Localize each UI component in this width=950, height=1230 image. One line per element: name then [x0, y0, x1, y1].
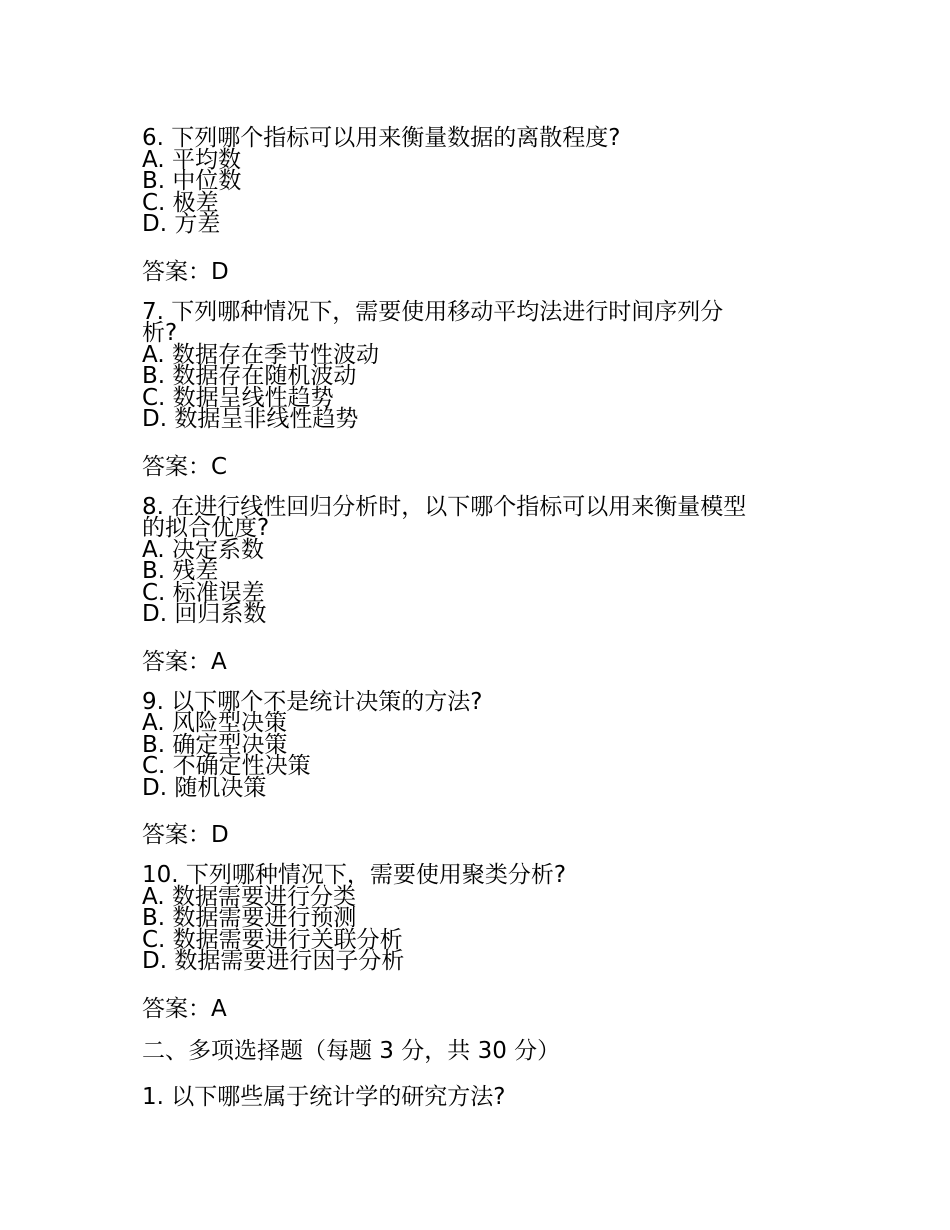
question-stem: 下列哪个指标可以用来衡量数据的离散程度? [171, 125, 621, 151]
question-stem: 下列哪种情况下，需要使用聚类分析? [185, 862, 567, 888]
question-number: 1. [142, 1083, 164, 1110]
option-d: D. 方差 [142, 211, 221, 237]
option-a: A. 数据需要进行分类 [142, 883, 356, 910]
question-text-continued: 析? [142, 320, 178, 346]
question-stem: 下列哪种情况下，需要使用移动平均法进行时间序列分 [171, 298, 724, 325]
option-d: D. 数据需要进行因子分析 [142, 948, 405, 974]
question-multi-1 [142, 1085, 822, 1109]
option-c: C. 不确定性决策 [142, 753, 311, 779]
option-a: A. 平均数 [142, 146, 241, 173]
option-d: D. 数据呈非线性趋势 [142, 406, 359, 432]
answer-line: 答案：A [142, 995, 227, 1022]
document-page [142, 125, 822, 1110]
answer-line: 答案：C [142, 453, 228, 480]
option-a: A. 数据存在季节性波动 [142, 341, 379, 368]
option-b: B. 中位数 [142, 168, 242, 194]
question-9 [142, 688, 822, 848]
question-7 [142, 298, 822, 480]
answer-line: 答案：A [142, 648, 227, 675]
option-c: C. 数据呈线性趋势 [142, 384, 334, 411]
section-heading: 二、多项选择题（每题 3 分，共 30 分） [142, 1037, 561, 1064]
question-6 [142, 125, 822, 285]
question-text-continued: 的拟合优度? [142, 515, 270, 541]
question-number: 8. [142, 493, 164, 520]
question-stem: 以下哪些属于统计学的研究方法? [171, 1083, 506, 1110]
answer-line: 答案：D [142, 822, 229, 848]
option-c: C. 极差 [142, 189, 219, 216]
option-b: B. 数据需要进行预测 [142, 905, 357, 931]
question-text [142, 298, 822, 325]
option-b: B. 数据存在随机波动 [142, 363, 357, 389]
question-8 [142, 493, 822, 675]
question-text [142, 125, 822, 151]
answer-line: 答案：D [142, 258, 229, 285]
option-b: B. 确定型决策 [142, 731, 288, 758]
option-c: C. 标准误差 [142, 579, 265, 606]
option-d: D. 回归系数 [142, 601, 267, 627]
question-number: 6. [142, 125, 164, 151]
question-10 [142, 862, 822, 1022]
question-stem: 以下哪个不是统计决策的方法? [171, 688, 483, 715]
option-d: D. 随机决策 [142, 774, 267, 801]
option-b: B. 残差 [142, 558, 219, 584]
option-c: C. 数据需要进行关联分析 [142, 926, 403, 953]
option-a: A. 风险型决策 [142, 710, 287, 736]
question-number: 9. [142, 688, 164, 715]
question-number: 7. [142, 298, 164, 325]
question-number: 10. [142, 862, 179, 888]
question-stem: 在进行线性回归分析时，以下哪个指标可以用来衡量模型 [171, 493, 747, 520]
option-a: A. 决定系数 [142, 536, 264, 563]
